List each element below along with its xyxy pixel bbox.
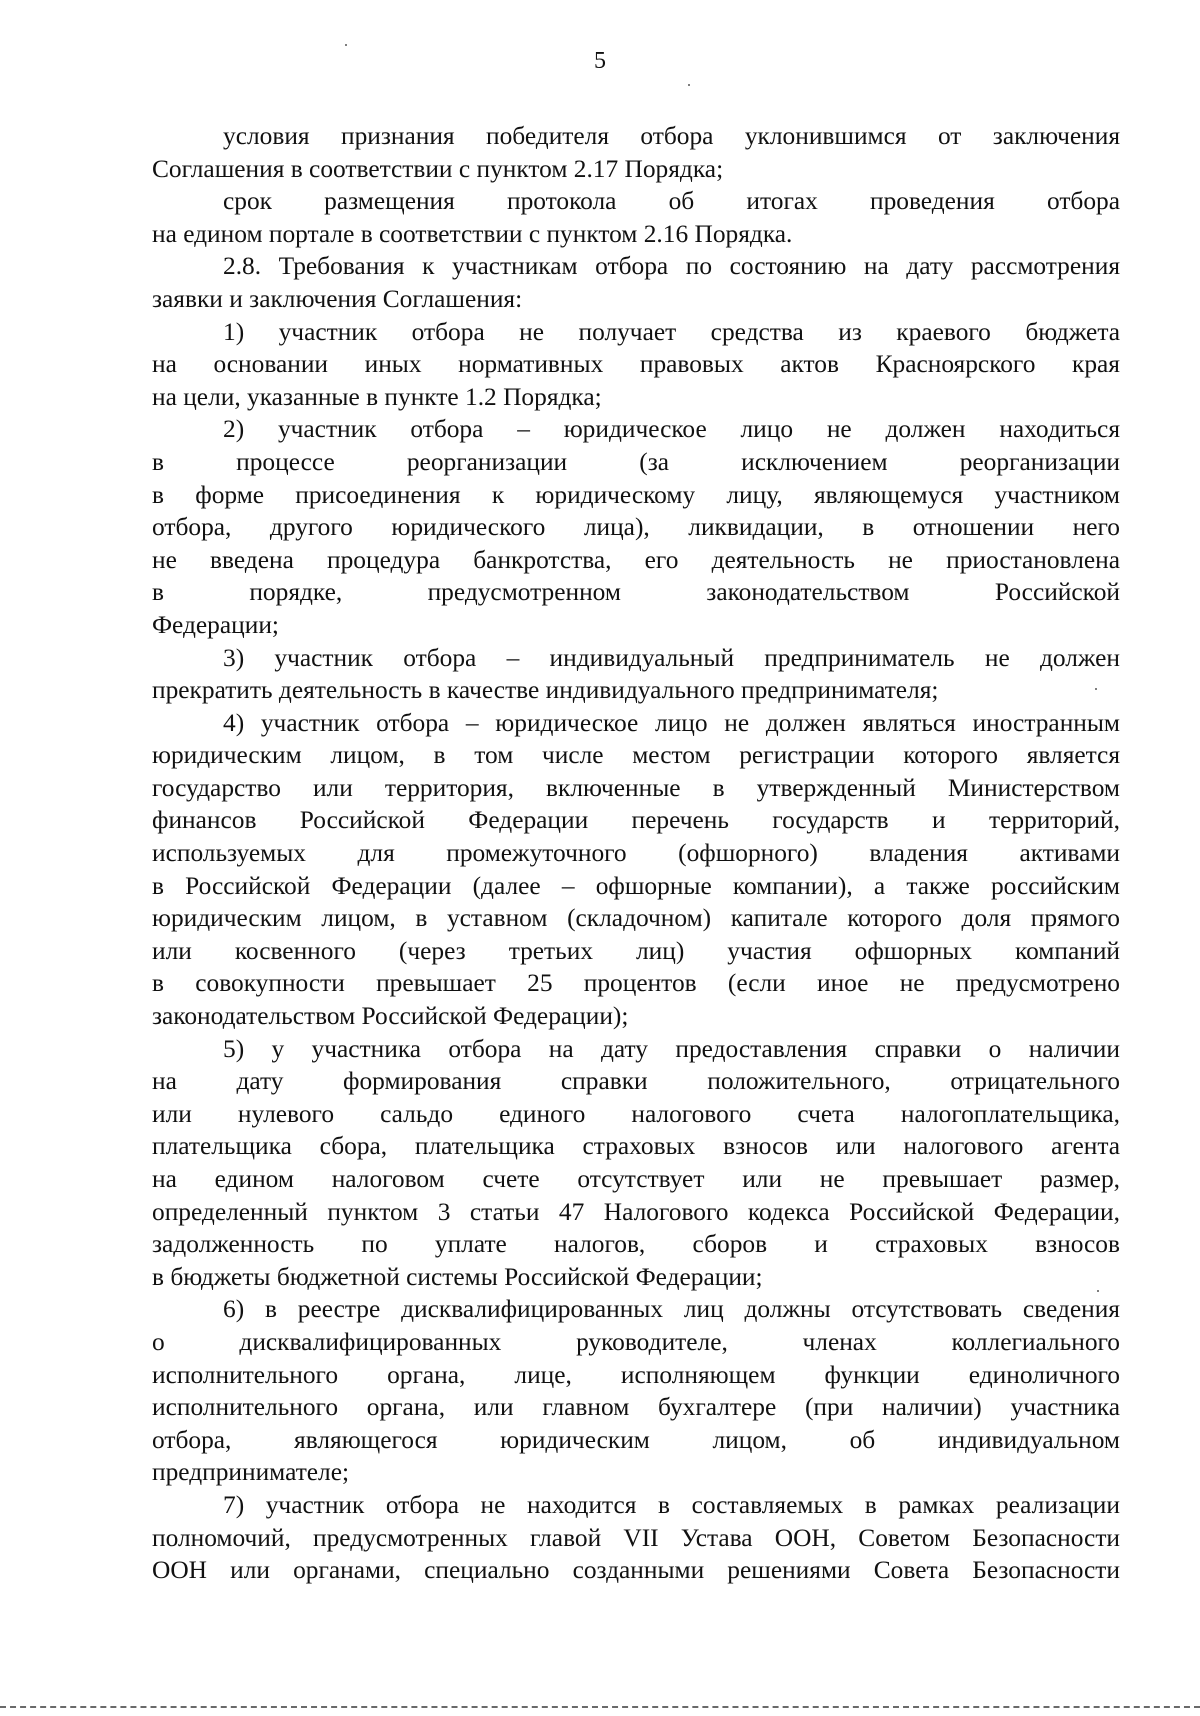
text-line: или нулевого сальдо единого налогового счета налогоплательщика, [152,1099,1120,1128]
text-line: 1) участник отбора не получает средства из краевого бюджета [223,317,1120,346]
text-line: в Российской Федерации (далее – офшорные компании), а также российским [152,871,1120,900]
text-line: полномочий, предусмотренных главой VII Устава ООН, Советом Безопасности [152,1523,1120,1552]
text-line: определенный пунктом 3 статьи 47 Налогового кодекса Российской Федерации, [152,1197,1120,1226]
text-line: на едином портале в соответствии с пунктом 2.16 Порядка. [152,219,793,248]
paragraph-item-5 [152,1033,1120,1294]
text-line: финансов Российской Федерации перечень государств и территорий, [152,806,1120,835]
text-line: юридическим лицом, в том числе местом регистрации которого является [152,741,1120,770]
text-line: Федерации; [152,610,279,639]
text-line: исполнительного органа, или главном бухгалтере (при наличии) участника [152,1393,1120,1422]
text-line: 2) участник отбора – юридическое лицо не должен находиться [223,415,1120,444]
text-line: в процессе реорганизации (за исключением реорганизации [152,447,1120,476]
text-line: в порядке, предусмотренном законодательством Российской [152,578,1120,607]
text-line: 2.8. Требования к участникам отбора по состоянию на дату рассмотрения [223,252,1120,281]
text-line: ООН или органами, специально созданными решениями Совета Безопасности [152,1556,1120,1585]
text-line: в форме присоединения к юридическому лицу, являющемуся участником [152,480,1120,509]
page-number: 5 [594,48,606,74]
text-line: в бюджеты бюджетной системы Российской Федерации; [152,1262,763,1291]
text-line: на цели, указанные в пункте 1.2 Порядка; [152,382,602,411]
text-line: 3) участник отбора – индивидуальный предприниматель не должен [223,643,1120,672]
text-line: плательщика сбора, плательщика страховых взносов или налогового агента [152,1132,1120,1161]
text-line: заявки и заключения Соглашения: [152,284,523,313]
text-line: 5) у участника отбора на дату предоставления справки о наличии [223,1034,1120,1063]
text-line: Соглашения в соответствии с пунктом 2.17 Порядка; [152,154,724,183]
paragraph-item-1 [152,316,1120,414]
scan-speck [345,44,347,46]
text-line: 7) участник отбора не находится в составляемых в рамках реализации [223,1490,1120,1519]
document-body [152,120,1120,1587]
paragraph-item-3 [152,642,1120,707]
text-line: государство или территория, включенные в утвержденный Министерством [152,773,1120,802]
text-line: в совокупности превышает 25 процентов (если иное не предусмотрено [152,969,1120,998]
text-line: используемых для промежуточного (офшорного) владения активами [152,839,1120,868]
paragraph-evasion-conditions [152,120,1120,185]
text-line: прекратить деятельность в качестве индивидуального предпринимателя; [152,676,939,705]
text-line: предпринимателе; [152,1458,350,1487]
text-line: задолженность по уплате налогов, сборов и страховых взносов [152,1230,1120,1259]
paragraph-2-8-requirements [152,250,1120,315]
text-line: не введена процедура банкротства, его деятельность не приостановлена [152,545,1120,574]
paragraph-item-2 [152,413,1120,641]
scan-speck [1097,1290,1099,1292]
text-line: 6) в реестре дисквалифицированных лиц должны отсутствовать сведения [223,1295,1120,1324]
paragraph-protocol-deadline [152,185,1120,250]
paragraph-item-6 [152,1293,1120,1489]
text-line: отбора, являющегося юридическим лицом, об индивидуальном [152,1425,1120,1454]
text-line: юридическим лицом, в уставном (складочном) капитале которого доля прямого [152,904,1120,933]
scan-speck [1095,688,1097,690]
text-line: исполнительного органа, лице, исполняющем функции единоличного [152,1360,1120,1389]
text-line: на едином налоговом счете отсутствует или не превышает размер, [152,1165,1120,1193]
text-line: условия признания победителя отбора уклонившимся от заключения [223,122,1120,150]
text-line: отбора, другого юридического лица), ликвидации, в отношении него [152,513,1120,542]
paragraph-item-7 [152,1489,1120,1587]
text-line: законодательством Российской Федерации); [152,1002,629,1031]
text-line: или косвенного (через третьих лиц) участия офшорных компаний [152,936,1120,965]
scan-speck [688,84,690,86]
text-line: 4) участник отбора – юридическое лицо не должен являться иностранным [223,708,1120,737]
paragraph-item-4 [152,707,1120,1033]
text-line: на дату формирования справки положительного, отрицательного [152,1067,1120,1096]
text-line: срок размещения протокола об итогах проведения отбора [223,187,1120,216]
text-line: о дисквалифицированных руководителе, членах коллегиального [152,1327,1120,1356]
text-line: на основании иных нормативных правовых актов Красноярского края [152,350,1120,379]
scan-bottom-edge [0,1706,1200,1708]
